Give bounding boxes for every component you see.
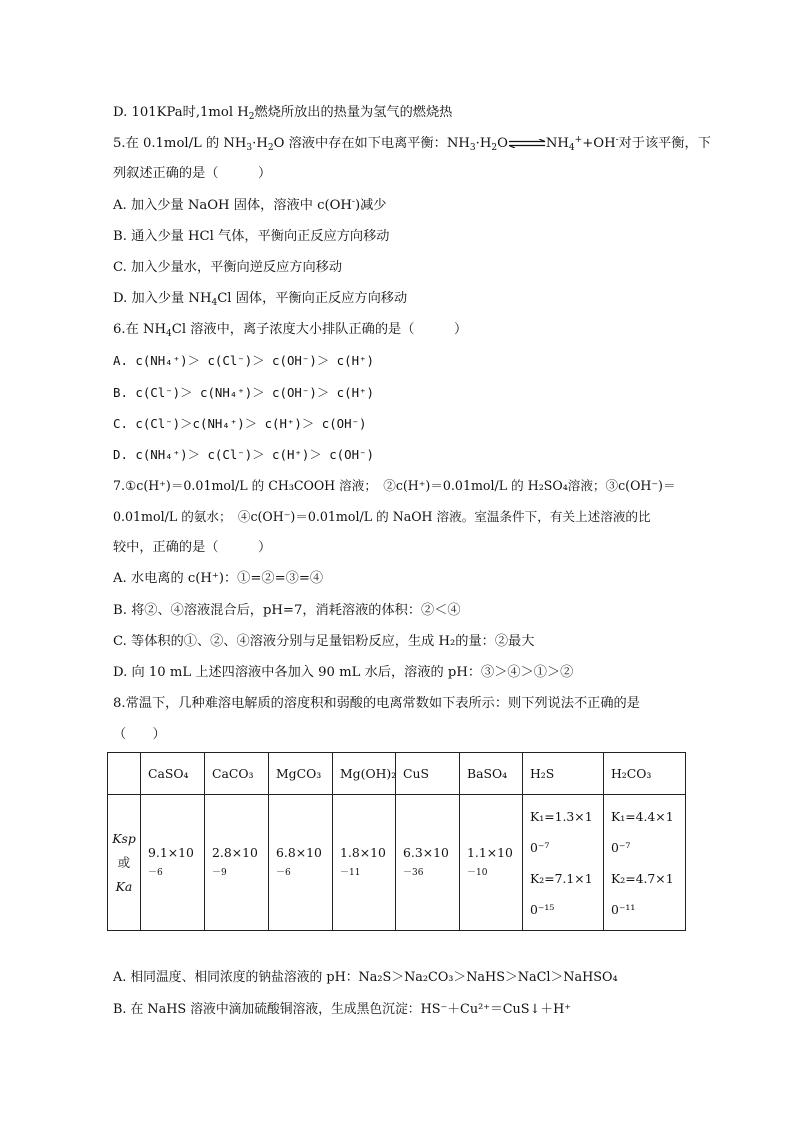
q6-option-b: B. c(Cl⁻)＞ c(NH₄⁺)＞ c(OH⁻)＞ c(H⁺) — [113, 385, 374, 400]
table-cell: 2.8×10 －9 — [205, 795, 269, 931]
table-cell-h2s: K₁=1.3×1 0⁻⁷ K₂=7.1×1 0⁻¹⁵ — [523, 795, 604, 931]
q6-option-c: C. c(Cl⁻)＞c(NH₄⁺)＞ c(H⁺)＞ c(OH⁻) — [113, 416, 367, 431]
q5-option-d: D. 加入少量 $NH_4Cl$ 固体，平衡向正反应方向移动 — [113, 291, 408, 308]
q8-stem-cont: （ ） — [113, 727, 166, 742]
q8-option-b: B. 在 NaHS 溶液中滴加硫酸铜溶液，生成黑色沉淀：HS⁻＋Cu²⁺＝CuS↓＋H⁺ — [113, 1002, 571, 1017]
q4-option-d: D. 101KPa时,1mol $H_2$燃烧所放出的热量为氢气的燃烧热 — [113, 105, 453, 122]
q6-stem: 6.在 $NH_4Cl$ 溶液中，离子浓度大小排队正确的是（ ） — [113, 322, 468, 339]
table-cell: 1.1×10 －10 — [460, 795, 523, 931]
q8-stem: 8.常温下，几种难溶电解质的溶度积和弱酸的电离常数如下表所示：则下列说法不正确的是 — [113, 696, 640, 711]
q7-option-c: C. 等体积的①、②、④溶液分别与足量铝粉反应，生成 H₂的量：②最大 — [113, 634, 535, 649]
q7-option-d: D. 向 10 mL 上述四溶液中各加入 90 mL 水后，溶液的 pH：③＞④＞①＞② — [113, 665, 574, 680]
q5-stem: 5.在 0.1mol/L 的 $NH_3\cdot H_2O$ 溶液中存在如下电离平衡：$NH_3\cdot H_2O$ $NH_4^++OH^-$对于该平衡，下 — [113, 135, 711, 153]
table-cell-h2co3: K₁=4.4×1 0⁻⁷ K₂=4.7×1 0⁻¹¹ — [604, 795, 686, 931]
q6-option-a: A. c(NH₄⁺)＞ c(Cl⁻)＞ c(OH⁻)＞ c(H⁺) — [113, 353, 374, 368]
q5-stem-cont: 列叙述正确的是（ ） — [113, 166, 272, 181]
q7-option-b: B. 将②、④溶液混合后，pH=7，消耗溶液的体积：②＜④ — [113, 603, 461, 618]
q7-option-a: A. 水电离的 c(H⁺)：①=②=③=④ — [113, 571, 324, 586]
table-header-cell: H₂S — [523, 753, 604, 795]
table-header-cell: CaCO₃ — [205, 753, 269, 795]
q7-stem-cont2: 较中，正确的是（ ） — [113, 540, 272, 555]
table-header-cell: H₂CO₃ — [604, 753, 686, 795]
table-header-cell: BaSO₄ — [460, 753, 523, 795]
q7-stem: 7.①c(H⁺)＝0.01mol/L 的 CH₃COOH 溶液； ②c(H⁺)＝0.01mol/L 的 H₂SO₄溶液；③c(OH⁻)＝ — [113, 478, 676, 493]
q8-option-a: A. 相同温度、相同浓度的钠盐溶液的 pH：Na₂S＞Na₂CO₃＞NaHS＞NaCl＞NaHSO₄ — [113, 970, 618, 985]
table-header-cell: CuS — [396, 753, 460, 795]
table-header-row — [108, 753, 686, 795]
q6-option-d: D. c(NH₄⁺)＞ c(Cl⁻)＞ c(H⁺)＞ c(OH⁻) — [113, 447, 374, 462]
table-header-cell: MgCO₃ — [269, 753, 333, 795]
q5-option-a: A. 加入少量 NaOH 固体，溶液中 c(OH-)减少 — [113, 197, 387, 213]
q5-option-c: C. 加入少量水，平衡向逆反应方向移动 — [113, 260, 343, 275]
table-corner — [108, 753, 141, 795]
table-header-cell: Mg(OH)₂ — [333, 753, 396, 795]
ksp-table — [107, 752, 686, 931]
table-cell: 9.1×10 －6 — [141, 795, 205, 931]
q5-option-b: B. 通入少量 HCl 气体，平衡向正反应方向移动 — [113, 229, 390, 244]
table-header-cell: CaSO₄ — [141, 753, 205, 795]
equilibrium-arrow-icon — [508, 139, 546, 148]
q7-stem-cont: 0.01mol/L 的氨水； ④c(OH⁻)＝0.01mol/L 的 NaOH 溶液。室温条件下，有关上述溶液的比 — [113, 509, 651, 524]
row-label: Ksp 或 Ka — [108, 795, 141, 931]
table-value-row — [108, 795, 686, 931]
table-cell: 6.3×10 －36 — [396, 795, 460, 931]
table-cell: 6.8×10 －6 — [269, 795, 333, 931]
table-cell: 1.8×10 －11 — [333, 795, 396, 931]
